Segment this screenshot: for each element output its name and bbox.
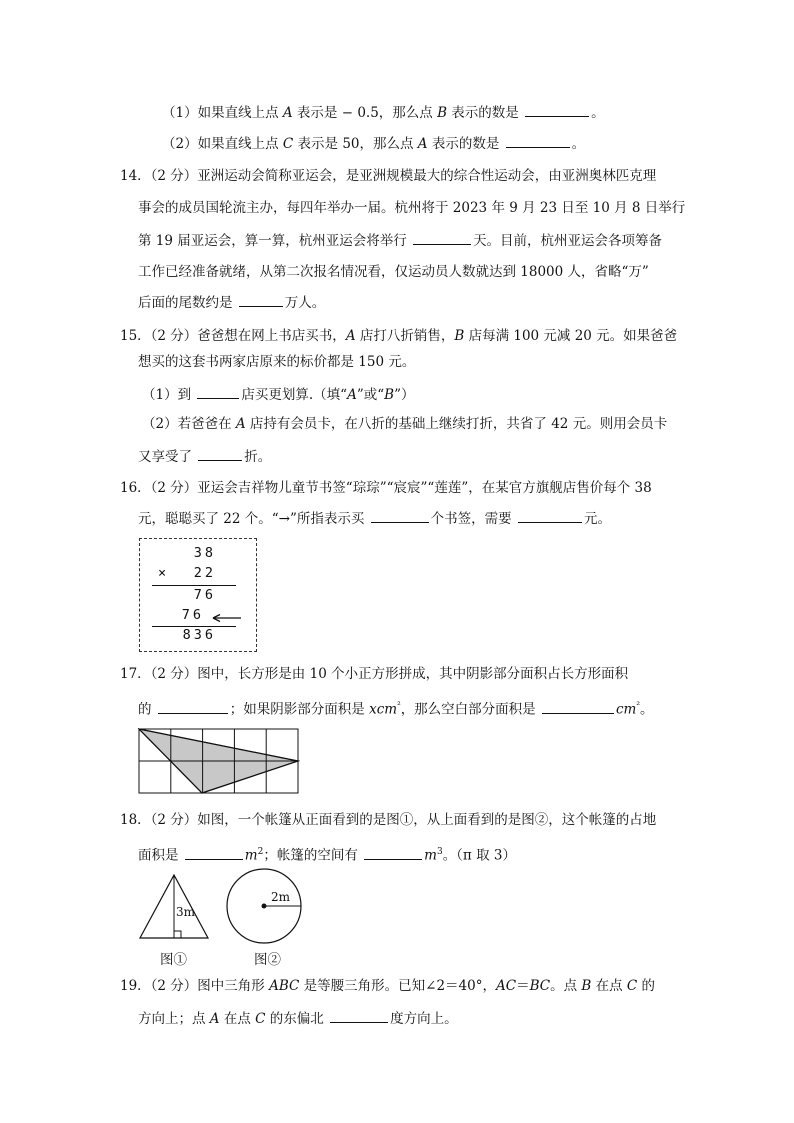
q16-line2: 元，聪聪买了 22 个。“→”所指表示买 个书签，需要 元。 (138, 508, 611, 529)
calc-row-2: 22 (193, 565, 216, 581)
circle-top-view-figure (224, 866, 304, 946)
height-label: 3m (176, 905, 196, 919)
q19-line1: 19．（2 分）图中三角形 ABC 是等腰三角形。已知∠2＝40°，AC＝BC。点 B 在点 C 的 (120, 978, 656, 994)
q14-line4: 工作已经准备就绪，从第二次报名情况看，仅运动员人数就达到 18000 人，省略“万” (138, 264, 649, 280)
q13-part2: （2）如果直线上点 C 表示是 50，那么点 A 表示的数是 。 (162, 133, 585, 154)
q14-line3: 第 19 届亚运会，算一算，杭州亚运会将举行 天。目前，杭州亚运会各项筹备 (138, 230, 662, 251)
answer-blank[interactable] (542, 699, 614, 714)
answer-blank[interactable] (506, 133, 570, 148)
q19-line2: 方向上；点 A 在点 C 的东偏北 度方向上。 (138, 1008, 458, 1029)
answer-blank[interactable] (330, 1008, 388, 1023)
q15-line1: 15．（2 分）爸爸想在网上书店买书，A 店打八折销售，B 店每满 100 元减 20 元。如果爸爸 (120, 328, 678, 344)
q14-line1: 14．（2 分）亚洲运动会简称亚运会，是亚洲规模最大的综合性运动会，由亚洲奥林匹克理 (120, 168, 657, 184)
answer-blank[interactable] (371, 508, 429, 523)
answer-blank[interactable] (413, 230, 471, 245)
figure-2-caption: 图② (254, 952, 281, 968)
q15-line2: 想买的这套书两家店原来的标价都是 150 元。 (138, 354, 416, 370)
answer-blank[interactable] (518, 508, 582, 523)
rule-line (152, 585, 236, 586)
left-arrow-icon (210, 613, 242, 623)
answer-blank[interactable] (158, 699, 228, 714)
calc-row-4: 76 (181, 607, 204, 623)
answer-blank[interactable] (239, 292, 283, 307)
triangle-front-view-figure (138, 872, 212, 942)
q15-line3: （1）到 店买更划算.（填“A”或“B”） (142, 384, 414, 405)
q18-line1: 18．（2 分）如图，一个帐篷从正面看到的是图①，从上面看到的是图②，这个帐篷的占地 (120, 812, 657, 828)
radius-label: 2m (271, 890, 291, 904)
q14-line5: 后面的尾数约是 万人。 (138, 292, 325, 313)
answer-blank[interactable] (525, 102, 589, 117)
q14-line2: 事会的成员国轮流主办，每四年举办一届。杭州将于 2023 年 9 月 23 日至 10 月 8 日举行 (138, 200, 686, 216)
figure-1-caption: 图① (160, 952, 187, 968)
q18-line2: 面积是 $m^2$；帐篷的空间有 $m^3$。（π 取 3） (138, 842, 516, 866)
calc-row-3: 76 (193, 587, 216, 603)
q17-line2: 的 ；如果阴影部分面积是 xcm$^{^2}$，那么空白部分面积是 $cm^{^2}$。 (138, 696, 653, 720)
q15-line4: （2）若爸爸在 A 店持有会员卡，在八折的基础上继续打折，共省了 42 元。则用会员卡 (142, 416, 668, 432)
calc-row-1: 38 (193, 545, 216, 561)
multiplication-figure (139, 538, 257, 652)
answer-blank[interactable] (364, 845, 422, 860)
answer-blank[interactable] (197, 384, 239, 399)
rectangle-grid-figure (138, 728, 300, 794)
calc-row-5: 836 (182, 627, 216, 643)
answer-blank[interactable] (185, 845, 243, 860)
q15-line5: 又享受了 折。 (138, 446, 271, 467)
times-sign: × (158, 565, 167, 581)
q16-line1: 16．（2 分）亚运会吉祥物儿童节书签“琮琮”“宸宸”“莲莲”，在某官方旗舰店售价每个 38 (120, 480, 652, 496)
q13-part1: （1）如果直线上点 A 表示是 − 0.5，那么点 B 表示的数是 。 (162, 102, 605, 123)
q17-line1: 17．（2 分）图中，长方形是由 10 个小正方形拼成，其中阴影部分面积占长方形面积 (120, 666, 629, 682)
answer-blank[interactable] (198, 446, 242, 461)
